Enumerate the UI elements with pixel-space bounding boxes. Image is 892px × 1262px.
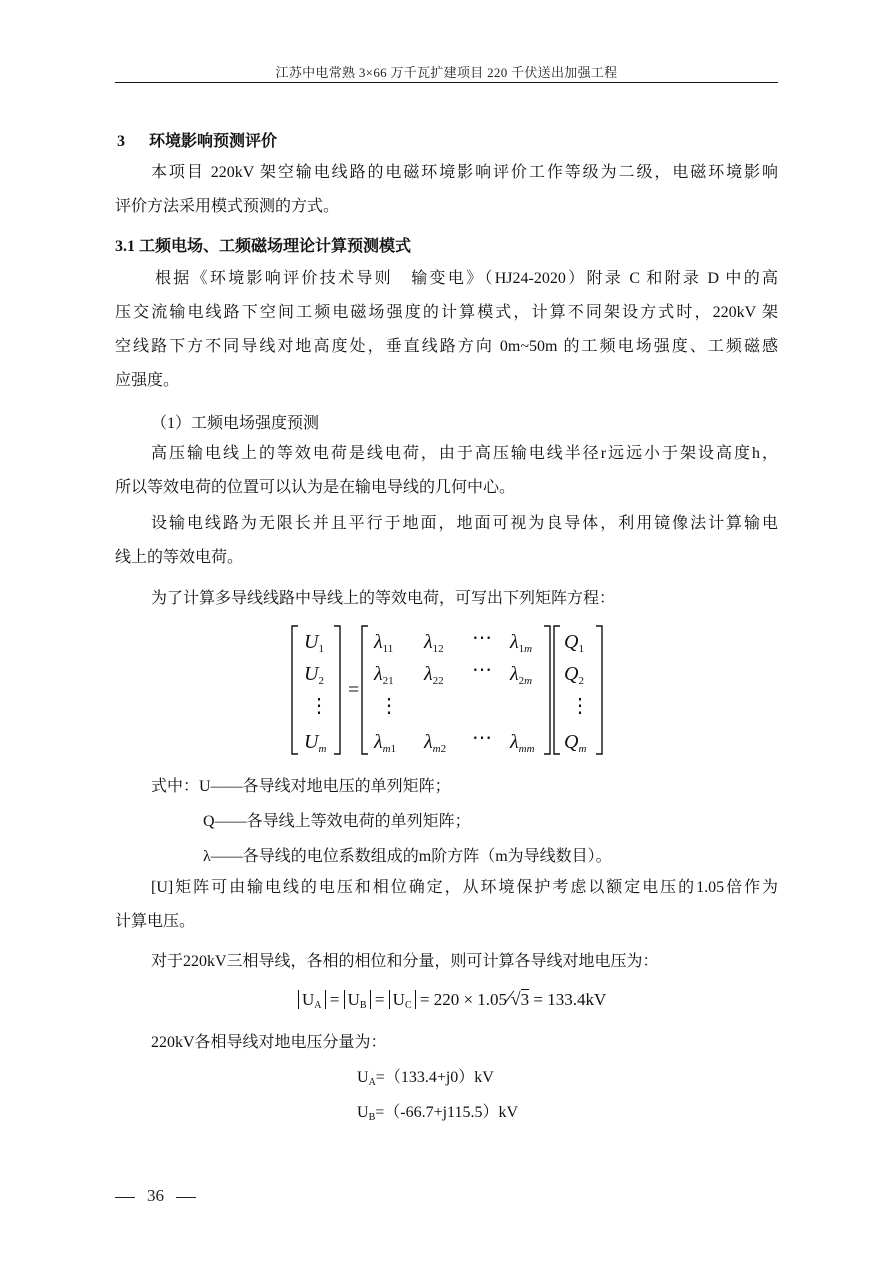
svg-text:Q1: $Q_1$ xyxy=(564,631,584,655)
item-heading: （1）工频电场强度预测 xyxy=(151,415,320,432)
voltage-result: = 133.4kV xyxy=(533,990,607,1009)
svg-text:Um: $U_m$ xyxy=(304,731,327,755)
phase-value: =（133.4+j0）kV xyxy=(375,1069,494,1086)
text-line: 线上的等效电荷。 xyxy=(115,549,244,566)
svg-text:λ12: $\lambda_{12}$ xyxy=(424,631,444,655)
svg-text:U2: $U_2$ xyxy=(304,663,324,687)
paragraph-4 xyxy=(115,871,778,939)
method-paragraph xyxy=(115,262,778,398)
header-rule xyxy=(115,82,778,83)
definition-symbol: λ xyxy=(203,848,211,865)
svg-text:⋮: ⋮ xyxy=(379,695,399,717)
paragraph-3: 为了计算多导线线路中导线上的等效电荷，可写出下列矩阵方程： xyxy=(151,590,616,607)
phase-a-voltage xyxy=(357,1064,494,1088)
text-line: 空线路下方不同导线对地高度处，垂直线路方向 0m~50m 的工频电场强度、工频磁感 xyxy=(115,338,778,355)
paragraph-1 xyxy=(115,437,778,505)
definition-text: ——各导线对地电压的单列矩阵； xyxy=(210,778,451,795)
svg-text:λ21: $\lambda_{21}$ xyxy=(374,663,394,687)
svg-text:⋯: ⋯ xyxy=(472,627,492,649)
phase-symbol: U xyxy=(357,1104,369,1121)
text-line: 高压输电线上的等效电荷是线电荷，由于高压输电线半径r远远小于架设高度h， xyxy=(151,445,778,462)
definition-symbol: Q xyxy=(203,813,215,830)
page-number: 36 xyxy=(147,1186,164,1205)
page-footer xyxy=(115,1186,196,1206)
svg-text:λ2m: $\lambda_2m$ xyxy=(510,663,533,687)
svg-text:⋮: ⋮ xyxy=(570,695,590,717)
text-line: 计算电压。 xyxy=(115,913,196,930)
svg-text:⋯: ⋯ xyxy=(472,727,492,749)
text-line: [U]矩阵可由输电线的电压和相位确定，从环境保护考虑以额定电压的1.05倍作为 xyxy=(151,879,778,896)
definition-symbol: U xyxy=(199,778,211,795)
svg-text:λ1m: $\lambda_1m$ xyxy=(510,631,533,655)
text-line: 所以等效电荷的位置可以认为是在输电导线的几何中心。 xyxy=(115,479,516,496)
section-number: 3 xyxy=(117,133,125,150)
svg-text:⋯: ⋯ xyxy=(472,659,492,681)
phase-subscript: B xyxy=(368,1112,376,1123)
paragraph-6: 220kV各相导线对地电压分量为： xyxy=(151,1034,387,1051)
definition-q xyxy=(203,808,471,831)
svg-text:λ11: $\lambda_{11}$ xyxy=(374,631,394,655)
section-heading xyxy=(117,128,277,151)
definition-text: ——各导线的电位系数组成的m阶方阵（m为导线数目）。 xyxy=(210,848,612,865)
svg-text:λm1: $\lambda_m1$ xyxy=(374,731,397,755)
text-line: 设输电线路为无限长并且平行于地面，地面可视为良导体，利用镜像法计算输电 xyxy=(151,515,778,532)
section-title: 环境影响预测评价 xyxy=(149,133,278,150)
definition-label: 式中： xyxy=(151,778,200,795)
text-line: 评价方法采用模式预测的方式。 xyxy=(115,198,340,215)
phase-symbol: U xyxy=(357,1069,369,1086)
definition-text: ——各导线上等效电荷的单列矩阵； xyxy=(214,813,471,830)
footer-dash xyxy=(115,1197,135,1198)
svg-text:λ22: $\lambda_{22}$ xyxy=(424,663,444,687)
paragraph-2 xyxy=(115,507,778,575)
svg-text:λm2: $\lambda_m2$ xyxy=(424,731,447,755)
text-line: 本项目 220kV 架空输电线路的电磁环境影响评价工作等级为二级，电磁环境影响 xyxy=(151,164,778,181)
phase-value: =（-66.7+j115.5）kV xyxy=(375,1104,519,1121)
phase-b-voltage xyxy=(357,1099,518,1123)
definition-u xyxy=(151,773,451,796)
svg-text:Q2: $Q_2$ xyxy=(564,663,584,687)
intro-paragraph xyxy=(115,156,778,224)
running-header: 江苏中电常熟 3×66 万千瓦扩建项目 220 千伏送出加强工程 xyxy=(275,65,618,80)
text-line: 压交流输电线路下空间工频电磁场强度的计算模式，计算不同架设方式时，220kV 架 xyxy=(115,304,778,321)
svg-text:Qm: $Q_m$ xyxy=(564,731,587,755)
text-line: 根据《环境影响评价技术导则 输变电》（HJ24-2020）附录 C 和附录 D 中的高 xyxy=(155,270,778,287)
svg-text:⋮: ⋮ xyxy=(309,695,329,717)
subsection-heading: 3.1 工频电场、工频磁场理论计算预测模式 xyxy=(115,238,412,255)
text-line: 应强度。 xyxy=(115,372,180,389)
root-value: 3 xyxy=(520,990,530,1009)
matrix-equation xyxy=(290,620,610,760)
definition-lambda xyxy=(203,843,612,866)
voltage-equation: $U_A = U_B = U_C = 220$ × 1.05∕√3 = 133.4kV xyxy=(298,985,606,1011)
paragraph-5: 对于220kV三相导线，各相的相位和分量，则可计算各导线对地电压为： xyxy=(151,953,659,970)
svg-text:λmm: $\lambda_{mm}$ xyxy=(510,731,535,755)
footer-dash xyxy=(176,1197,196,1198)
voltage-expression: 220 × 1.05 xyxy=(433,990,508,1009)
phase-subscript: A xyxy=(368,1077,376,1088)
svg-text:=: = xyxy=(348,679,360,701)
svg-text:U1: $U_1$ xyxy=(304,631,324,655)
